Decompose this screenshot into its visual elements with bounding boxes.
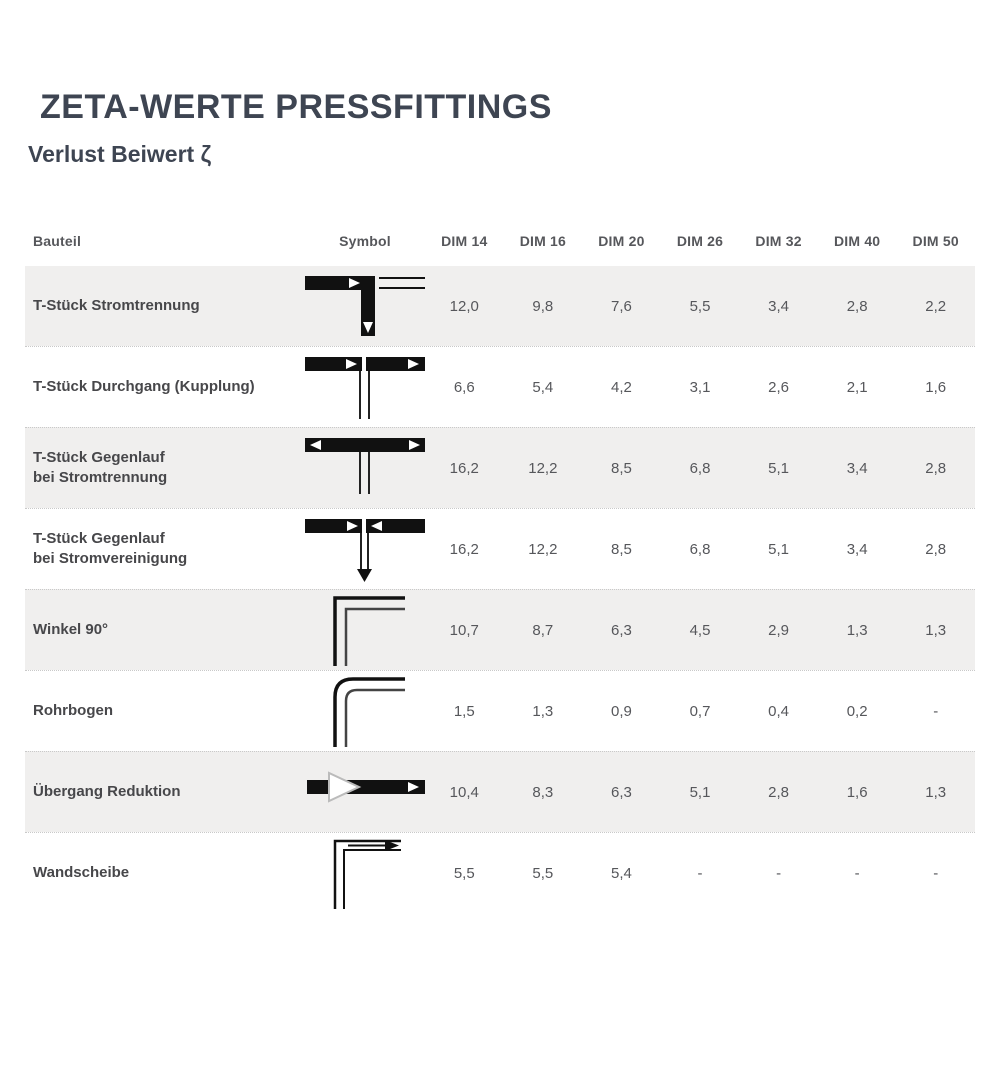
zeta-value: 4,2	[610, 378, 632, 396]
row-label: T-Stück Gegenlauf bei Stromtrennung	[33, 449, 168, 486]
row-label: Winkel 90°	[33, 621, 109, 638]
tee-through-icon	[305, 351, 425, 423]
row-symbol	[305, 513, 425, 585]
wall-plate-icon	[305, 837, 425, 909]
table-row	[25, 508, 975, 589]
column-header-dim20: DIM 20	[598, 233, 645, 249]
reducer-icon	[305, 756, 425, 828]
zeta-value: 3,4	[846, 459, 868, 477]
zeta-value: 0,9	[610, 702, 632, 720]
zeta-value: 5,4	[532, 378, 554, 396]
column-header-bauteil: Bauteil	[33, 233, 82, 249]
zeta-value: 3,4	[768, 297, 789, 315]
zeta-value: 6,3	[610, 783, 632, 801]
zeta-value: 6,8	[689, 459, 711, 477]
row-symbol	[305, 351, 425, 423]
zeta-value: 2,8	[925, 540, 947, 558]
zeta-value: 10,7	[449, 621, 479, 639]
zeta-value: 7,6	[610, 297, 632, 315]
zeta-value: -	[933, 864, 939, 882]
zeta-value: 16,2	[449, 459, 479, 477]
zeta-value: -	[933, 702, 939, 720]
zeta-value: 2,8	[925, 459, 947, 477]
zeta-value: 5,5	[532, 864, 554, 882]
row-symbol	[305, 756, 425, 828]
zeta-value: 2,2	[925, 297, 947, 315]
zeta-value: 6,6	[453, 378, 475, 396]
zeta-value: 10,4	[449, 783, 479, 801]
zeta-value: 1,3	[925, 621, 947, 639]
tee-counter-split-icon	[305, 432, 425, 504]
zeta-value: 0,7	[689, 702, 711, 720]
row-label: Wandscheibe	[33, 864, 130, 881]
zeta-value: 3,4	[846, 540, 868, 558]
column-header-dim40: DIM 40	[833, 233, 881, 249]
table-row	[25, 832, 975, 913]
page-title: ZETA-WERTE PRESSFITTINGS	[40, 88, 552, 126]
column-header-dim14: DIM 14	[441, 233, 488, 249]
pipe-bend-icon	[305, 675, 425, 747]
zeta-value: 8,5	[610, 459, 632, 477]
zeta-value: 5,5	[689, 297, 711, 315]
column-header-dim50: DIM 50	[912, 233, 959, 249]
zeta-value: 12,2	[528, 459, 558, 477]
zeta-value: -	[854, 864, 860, 882]
table-header-row	[25, 218, 975, 266]
zeta-value: 12,0	[449, 297, 479, 315]
row-label: T-Stück Stromtrennung	[33, 297, 200, 314]
row-symbol	[305, 270, 425, 342]
zeta-value: 6,8	[689, 540, 711, 558]
row-label: T-Stück Durchgang (Kupplung)	[33, 378, 255, 395]
table-row	[25, 751, 975, 832]
zeta-value: 1,5	[453, 702, 475, 720]
zeta-value: -	[776, 864, 782, 882]
zeta-value: 5,1	[768, 540, 789, 558]
table-row	[25, 670, 975, 751]
zeta-value: 8,3	[532, 783, 554, 801]
page-subtitle: Verlust Beiwert ζ	[28, 141, 212, 167]
zeta-value: 2,6	[768, 378, 789, 396]
table-row	[25, 427, 975, 508]
zeta-value: 1,3	[925, 783, 947, 801]
zeta-value: 4,5	[689, 621, 711, 639]
elbow-90-icon	[305, 594, 425, 666]
column-header-dim32: DIM 32	[755, 233, 802, 249]
column-header-dim26: DIM 26	[676, 233, 724, 249]
row-label: Übergang Reduktion	[33, 783, 181, 800]
table-row	[25, 266, 975, 346]
zeta-value: 12,2	[528, 540, 558, 558]
zeta-value: -	[697, 864, 703, 882]
zeta-value: 0,4	[768, 702, 789, 720]
table-row	[25, 346, 975, 427]
zeta-value: 5,1	[689, 783, 711, 801]
table-row	[25, 589, 975, 670]
zeta-value: 1,6	[846, 783, 868, 801]
zeta-value: 1,6	[925, 378, 947, 396]
zeta-value: 5,4	[610, 864, 632, 882]
zeta-value: 2,9	[768, 621, 789, 639]
zeta-value: 1,3	[532, 702, 554, 720]
column-header-symbol: Symbol	[339, 233, 391, 249]
row-label: Rohrbogen	[33, 702, 113, 719]
row-symbol	[305, 432, 425, 504]
page	[0, 88, 1000, 913]
zeta-value: 2,8	[768, 783, 789, 801]
zeta-value: 8,5	[610, 540, 632, 558]
row-label: T-Stück Gegenlauf bei Stromvereinigung	[33, 530, 188, 567]
row-symbol	[305, 594, 425, 666]
zeta-value: 5,1	[768, 459, 789, 477]
zeta-value: 5,5	[453, 864, 475, 882]
zeta-value: 8,7	[532, 621, 554, 639]
table-body	[25, 266, 975, 913]
zeta-value: 0,2	[846, 702, 868, 720]
row-symbol	[305, 837, 425, 909]
zeta-values-table	[25, 218, 975, 913]
zeta-value: 3,1	[689, 378, 711, 396]
row-symbol	[305, 675, 425, 747]
column-header-dim16: DIM 16	[519, 233, 567, 249]
zeta-value: 16,2	[449, 540, 479, 558]
tee-split-icon	[305, 270, 425, 342]
zeta-value: 1,3	[846, 621, 868, 639]
zeta-value: 6,3	[610, 621, 632, 639]
tee-counter-merge-icon	[305, 513, 425, 585]
zeta-value: 9,8	[532, 297, 554, 315]
zeta-value: 2,1	[846, 378, 868, 396]
zeta-value: 2,8	[846, 297, 868, 315]
